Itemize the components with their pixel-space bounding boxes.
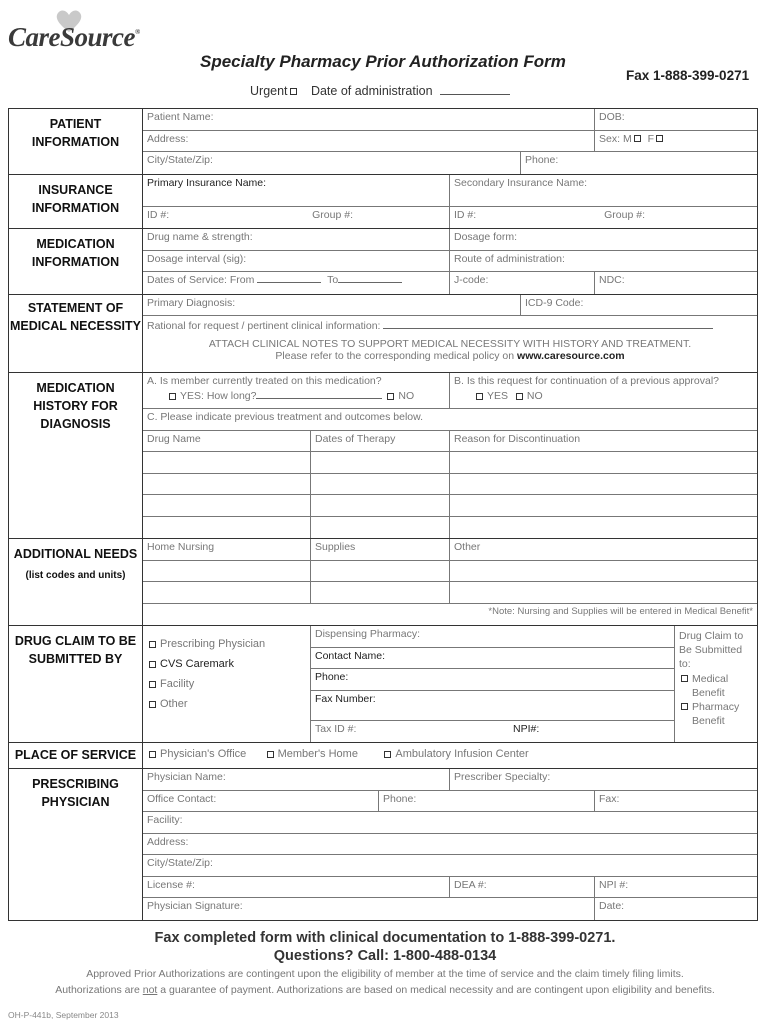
logo-brand: CareSource bbox=[8, 22, 136, 52]
qa-how-long-field[interactable] bbox=[256, 390, 382, 399]
claim-fax-field[interactable]: Fax Number: bbox=[315, 692, 376, 705]
physician-name-field[interactable]: Physician Name: bbox=[143, 769, 450, 790]
claim-options bbox=[143, 626, 311, 742]
submitted-to-block bbox=[675, 626, 757, 742]
jcode-field[interactable]: J-code: bbox=[450, 272, 595, 294]
rational-field[interactable] bbox=[383, 320, 713, 329]
table-row bbox=[143, 452, 757, 474]
disclaimer-2: Authorizations are not a guarantee of payment. Authorizations are based on medical necessity and are contingent upon eligibility and benefits. bbox=[55, 984, 715, 996]
claim-opt-facility[interactable]: Facility bbox=[147, 674, 306, 694]
date-of-administration-field[interactable] bbox=[440, 85, 510, 95]
primary-ids bbox=[143, 207, 450, 229]
question-c: C. Please indicate previous treatment and outcomes below. bbox=[147, 411, 424, 423]
claim-opt-prescribing[interactable]: Prescribing Physician bbox=[147, 634, 306, 654]
pharmacy-benefit-option[interactable]: Pharmacy Benefit bbox=[679, 700, 753, 728]
additional-needs-section bbox=[9, 539, 757, 626]
drug-claim-section bbox=[9, 626, 757, 743]
history-section-label: MEDICATION HISTORY FOR DIAGNOSIS bbox=[9, 373, 143, 538]
dosage-form-field[interactable]: Dosage form: bbox=[454, 231, 518, 243]
urgent-line bbox=[250, 84, 510, 98]
place-options bbox=[143, 743, 757, 768]
route-field[interactable]: Route of administration: bbox=[454, 252, 565, 265]
dob-field[interactable]: DOB: bbox=[599, 111, 625, 123]
form-code: OH-P-441b, September 2013 bbox=[8, 1010, 119, 1020]
drug-name-field[interactable]: Drug name & strength: bbox=[143, 229, 450, 250]
patient-section bbox=[9, 109, 757, 175]
signature-field[interactable]: Physician Signature: bbox=[143, 898, 595, 920]
insurance-section bbox=[9, 175, 757, 230]
place-opt-office[interactable]: Physician's Office bbox=[147, 748, 246, 760]
dates-of-service-field[interactable]: Dates of Service: From To bbox=[143, 272, 450, 294]
tax-id-field[interactable]: Tax ID #: bbox=[315, 722, 357, 735]
primary-diagnosis-field[interactable]: Primary Diagnosis: bbox=[143, 295, 521, 316]
nursing-note: *Note: Nursing and Supplies will be entered in Medical Benefit* bbox=[488, 605, 753, 617]
fax-number-header: Fax 1-888-399-0271 bbox=[626, 68, 750, 83]
claim-npi-field[interactable]: NPI#: bbox=[513, 722, 540, 735]
claim-opt-cvs[interactable]: CVS Caremark bbox=[147, 654, 306, 674]
home-nursing-col: Home Nursing bbox=[143, 539, 311, 560]
specialty-field[interactable]: Prescriber Specialty: bbox=[454, 771, 551, 783]
other-col: Other bbox=[454, 541, 481, 553]
claim-phone-field[interactable]: Phone: bbox=[315, 671, 349, 683]
prescriber-city-field[interactable]: City/State/Zip: bbox=[147, 857, 213, 869]
contact-name-field[interactable]: Contact Name: bbox=[315, 649, 386, 662]
table-row bbox=[143, 517, 757, 539]
patient-city-field[interactable]: City/State/Zip: bbox=[143, 152, 521, 174]
patient-name-field[interactable]: Patient Name: bbox=[143, 109, 595, 130]
refer-text: Please refer to the corresponding medical policy on www.caresource.com bbox=[275, 350, 625, 362]
history-col-drug-name: Drug Name bbox=[143, 431, 311, 452]
table-row bbox=[143, 474, 757, 496]
prescriber-section-label: PRESCRIBING PHYSICIAN bbox=[9, 769, 143, 920]
medical-benefit-option[interactable]: Medical Benefit bbox=[679, 672, 753, 700]
submitted-to-label: Drug Claim to Be Submitted to: bbox=[679, 630, 744, 670]
necessity-section bbox=[9, 295, 757, 374]
prescriber-npi-field[interactable]: NPI #: bbox=[599, 878, 629, 891]
prescriber-phone-field[interactable]: Phone: bbox=[379, 791, 595, 812]
history-col-dates: Dates of Therapy bbox=[311, 431, 450, 452]
logo-mark: ® bbox=[135, 28, 140, 36]
place-opt-home[interactable]: Member's Home bbox=[265, 748, 358, 760]
drug-claim-label: DRUG CLAIM TO BE SUBMITTED BY bbox=[9, 626, 143, 742]
qb-yes-checkbox[interactable] bbox=[476, 393, 483, 400]
caresource-url[interactable]: www.caresource.com bbox=[517, 350, 625, 362]
question-a: A. Is member currently treated on this medication? YES: How long? NO bbox=[143, 373, 450, 408]
prescriber-fax-field[interactable]: Fax: bbox=[599, 792, 620, 805]
patient-section-label: PATIENT INFORMATION bbox=[9, 109, 143, 174]
patient-phone-field[interactable]: Phone: bbox=[525, 154, 559, 166]
history-col-reason: Reason for Discontinuation bbox=[454, 432, 581, 445]
dea-field[interactable]: DEA #: bbox=[450, 877, 595, 898]
question-b: B. Is this request for continuation of a previous approval? YES NO bbox=[454, 375, 719, 402]
primary-id-field[interactable]: ID #: bbox=[147, 208, 170, 221]
primary-group-field[interactable]: Group #: bbox=[312, 208, 353, 221]
medication-section bbox=[9, 229, 757, 295]
medication-section-label: MEDICATION INFORMATION bbox=[9, 229, 143, 294]
dosage-interval-field[interactable]: Dosage interval (sig): bbox=[143, 251, 450, 272]
urgent-label: Urgent bbox=[250, 84, 288, 98]
attach-notes-text: ATTACH CLINICAL NOTES TO SUPPORT MEDICAL NECESSITY WITH HISTORY AND TREATMENT. bbox=[208, 338, 692, 350]
qa-yes-checkbox[interactable] bbox=[169, 393, 176, 400]
page-title: Specialty Pharmacy Prior Authorization Form bbox=[200, 52, 566, 71]
claim-ids bbox=[311, 721, 674, 743]
prescriber-section bbox=[9, 769, 757, 920]
rational-block bbox=[143, 316, 757, 372]
place-opt-infusion[interactable]: Ambulatory Infusion Center bbox=[382, 748, 528, 760]
authorization-form bbox=[8, 108, 758, 921]
signature-date-field[interactable]: Date: bbox=[599, 900, 625, 912]
table-row bbox=[143, 561, 757, 583]
qb-no-checkbox[interactable] bbox=[516, 393, 523, 400]
additional-needs-label: ADDITIONAL NEEDS (list codes and units) bbox=[9, 539, 143, 625]
office-contact-field[interactable]: Office Contact: bbox=[143, 791, 379, 812]
supplies-col: Supplies bbox=[311, 539, 450, 560]
secondary-ids bbox=[450, 207, 757, 229]
dispensing-pharmacy-field[interactable]: Dispensing Pharmacy: bbox=[315, 628, 421, 640]
place-of-service-section bbox=[9, 743, 757, 769]
fax-instructions: Fax completed form with clinical documentation to 1-888-399-0271. bbox=[154, 930, 616, 946]
qa-no-checkbox[interactable] bbox=[387, 393, 394, 400]
secondary-id-field[interactable]: ID #: bbox=[454, 208, 477, 221]
icd9-field[interactable]: ICD-9 Code: bbox=[525, 296, 584, 309]
sex-f-checkbox[interactable] bbox=[656, 135, 663, 142]
date-of-administration-label: Date of administration bbox=[310, 84, 433, 98]
insurance-section-label: INSURANCE INFORMATION bbox=[9, 175, 143, 229]
table-row bbox=[143, 495, 757, 517]
table-row bbox=[143, 582, 757, 604]
rational-label: Rational for request / pertinent clinical information: bbox=[147, 320, 381, 332]
caresource-logo bbox=[8, 8, 178, 52]
sex-m-checkbox[interactable] bbox=[634, 135, 641, 142]
claim-opt-other[interactable]: Other bbox=[147, 694, 306, 714]
facility-field[interactable]: Facility: bbox=[147, 814, 183, 826]
disclaimer-1: Approved Prior Authorizations are contingent upon the eligibility of member at the time of service and the claim timely filing limits. bbox=[86, 968, 684, 980]
license-field[interactable]: License #: bbox=[143, 877, 450, 898]
history-section bbox=[9, 373, 757, 539]
urgent-checkbox[interactable] bbox=[290, 88, 297, 95]
additional-needs-sub: (list codes and units) bbox=[25, 570, 126, 581]
questions-phone: Questions? Call: 1-800-488-0134 bbox=[273, 948, 497, 964]
secondary-group-field[interactable]: Group #: bbox=[604, 208, 645, 221]
place-of-service-label: PLACE OF SERVICE bbox=[9, 743, 143, 768]
necessity-section-label: STATEMENT OF MEDICAL NECESSITY bbox=[9, 295, 143, 373]
sex-field: Sex: M F bbox=[595, 131, 757, 152]
primary-insurance-field[interactable]: Primary Insurance Name: bbox=[143, 175, 450, 206]
patient-address-field[interactable]: Address: bbox=[143, 131, 595, 152]
prescriber-address-field[interactable]: Address: bbox=[147, 835, 189, 848]
ndc-field[interactable]: NDC: bbox=[599, 274, 625, 286]
secondary-insurance-field[interactable]: Secondary Insurance Name: bbox=[454, 176, 588, 189]
